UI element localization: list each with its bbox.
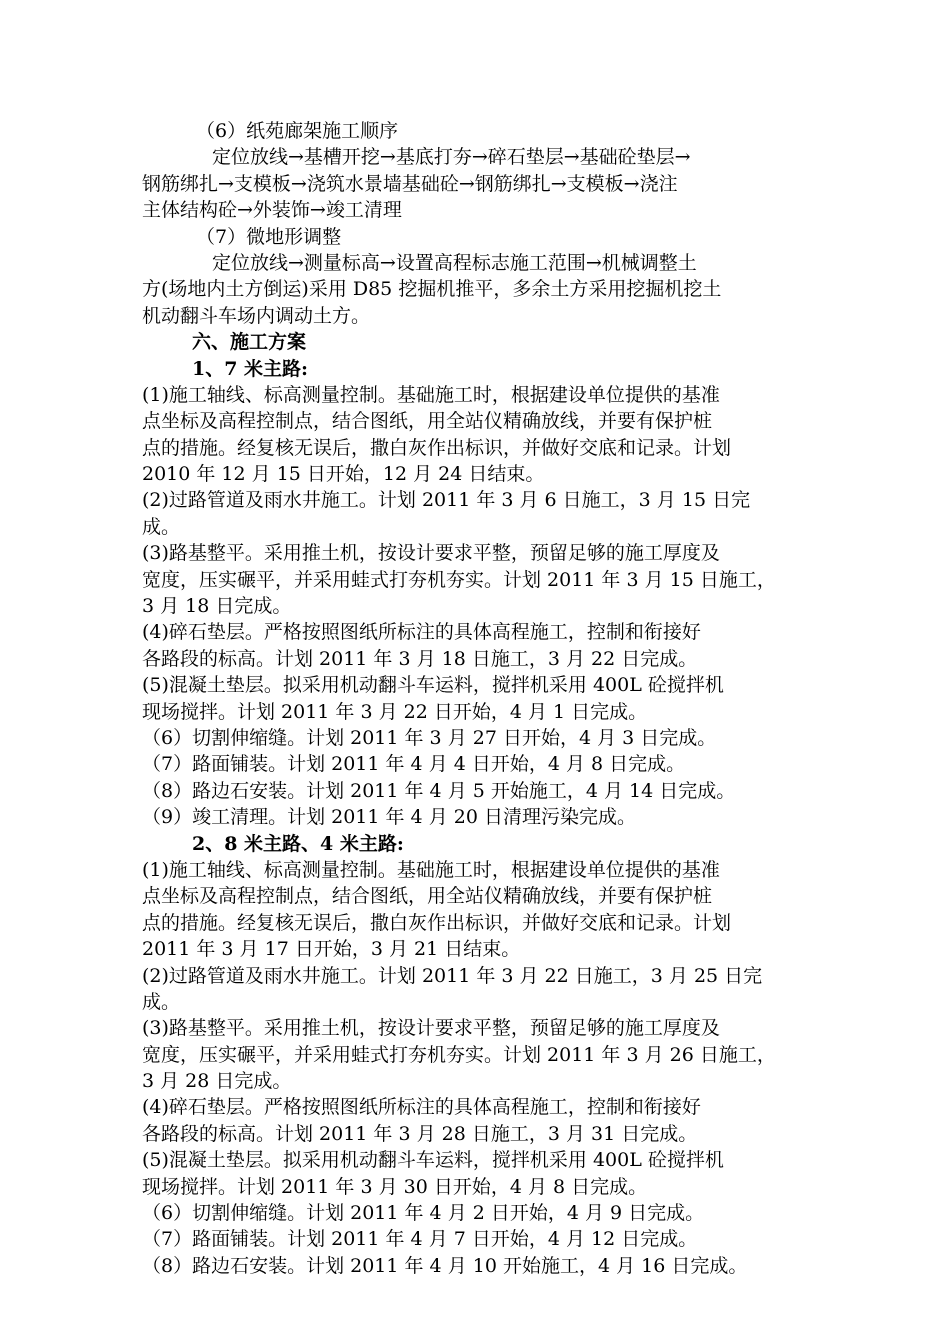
paragraph-line: 成。 [142,515,181,538]
paragraph-line: 定位放线→基槽开挖→基底打夯→碎石垫层→基础砼垫层→ [212,146,691,169]
paragraph-line: (1)施工轴线、标高测量控制。基础施工时，根据建设单位提供的基准 [142,383,720,406]
paragraph-line: (2)过路管道及雨水井施工。计划 2011 年 3 月 6 日施工，3 月 15 日完 [142,489,751,512]
subheading-7: （7）微地形调整 [196,225,342,248]
road1-body [142,382,822,831]
paragraph-line: （8）路边石安装。计划 2011 年 4 月 10 开始施工，4 月 16 日完成。 [142,1254,748,1277]
road1-heading: 1、7 米主路: [192,357,309,380]
paragraph-line: 点坐标及高程控制点，结合图纸，用全站仪精确放线，并要有保护桩 [142,410,713,433]
paragraph-line: 2010 年 12 月 15 日开始，12 月 24 日结束。 [142,463,545,486]
road2-body [142,857,822,1279]
paragraph-line: (4)碎石垫层。严格按照图纸所标注的具体高程施工，控制和衔接好 [142,621,701,644]
section-heading: 六、施工方案 [192,331,307,354]
road2-heading: 2、8 米主路、4 米主路: [192,832,404,855]
subheading-6: （6）纸苑廊架施工顺序 [196,120,399,142]
paragraph-line: 宽度，压实碾平，并采用蛙式打夯机夯实。计划 2011 年 3 月 26 日施工， [142,1043,776,1066]
paragraph-line: 成。 [142,990,181,1013]
paragraph-line: 机动翻斗车场内调动土方。 [142,304,371,327]
paragraph-line: 方(场地内土方倒运)采用 D85 挖掘机推平，多余土方采用挖掘机挖土 [142,278,722,301]
paragraph-line: （6）切割伸缩缝。计划 2011 年 3 月 27 日开始，4 月 3 日完成。 [142,726,717,749]
paragraph-line: (2)过路管道及雨水井施工。计划 2011 年 3 月 22 日施工，3 月 25 日完 [142,964,763,987]
paragraph-line: 3 月 28 日完成。 [142,1070,292,1093]
paragraph-line: (5)混凝土垫层。拟采用机动翻斗车运料，搅拌机采用 400L 砼搅拌机 [142,674,724,697]
paragraph-line: 现场搅拌。计划 2011 年 3 月 30 日开始，4 月 8 日完成。 [142,1175,648,1198]
paragraph-line: 现场搅拌。计划 2011 年 3 月 22 日开始，4 月 1 日完成。 [142,700,648,723]
paragraph-line: 点的措施。经复核无误后，撒白灰作出标识，并做好交底和记录。计划 [142,911,732,934]
paragraph-line: 各路段的标高。计划 2011 年 3 月 18 日施工，3 月 22 日完成。 [142,647,698,670]
paragraph-line: （9）竣工清理。计划 2011 年 4 月 20 日清理污染完成。 [142,806,636,829]
paragraph-line: 宽度，压实碾平，并采用蛙式打夯机夯实。计划 2011 年 3 月 15 日施工， [142,568,776,591]
paragraph-line: （8）路边石安装。计划 2011 年 4 月 5 开始施工，4 月 14 日完成。 [142,779,736,802]
paragraph-line: 点坐标及高程控制点，结合图纸，用全站仪精确放线，并要有保护桩 [142,885,713,908]
paragraph-line: 各路段的标高。计划 2011 年 3 月 28 日施工，3 月 31 日完成。 [142,1122,698,1145]
paragraph-line: (3)路基整平。采用推土机，按设计要求平整，预留足够的施工厚度及 [142,542,720,565]
paragraph-line: 主体结构砼→外装饰→竣工清理 [142,199,402,222]
paragraph-line: (4)碎石垫层。严格按照图纸所标注的具体高程施工，控制和衔接好 [142,1096,701,1119]
document-page [142,118,822,1279]
paragraph-line: 钢筋绑扎→支模板→浇筑水景墙基础砼→钢筋绑扎→支模板→浇注 [142,172,678,195]
paragraph-line: (5)混凝土垫层。拟采用机动翻斗车运料，搅拌机采用 400L 砼搅拌机 [142,1149,724,1172]
paragraph-line: 3 月 18 日完成。 [142,595,292,618]
paragraph-line: (3)路基整平。采用推土机，按设计要求平整，预留足够的施工厚度及 [142,1017,720,1040]
paragraph-line: （6）切割伸缩缝。计划 2011 年 4 月 2 日开始，4 月 9 日完成。 [142,1202,705,1225]
paragraph-line: （7）路面铺装。计划 2011 年 4 月 7 日开始，4 月 12 日完成。 [142,1228,698,1251]
paragraph-line: 点的措施。经复核无误后，撒白灰作出标识，并做好交底和记录。计划 [142,436,732,459]
paragraph-line: 定位放线→测量标高→设置高程标志施工范围→机械调整土 [212,251,697,274]
paragraph-line: （7）路面铺装。计划 2011 年 4 月 4 日开始，4 月 8 日完成。 [142,753,686,776]
paragraph-line: (1)施工轴线、标高测量控制。基础施工时，根据建设单位提供的基准 [142,858,720,881]
paragraph-line: 2011 年 3 月 17 日开始，3 月 21 日结束。 [142,938,521,961]
